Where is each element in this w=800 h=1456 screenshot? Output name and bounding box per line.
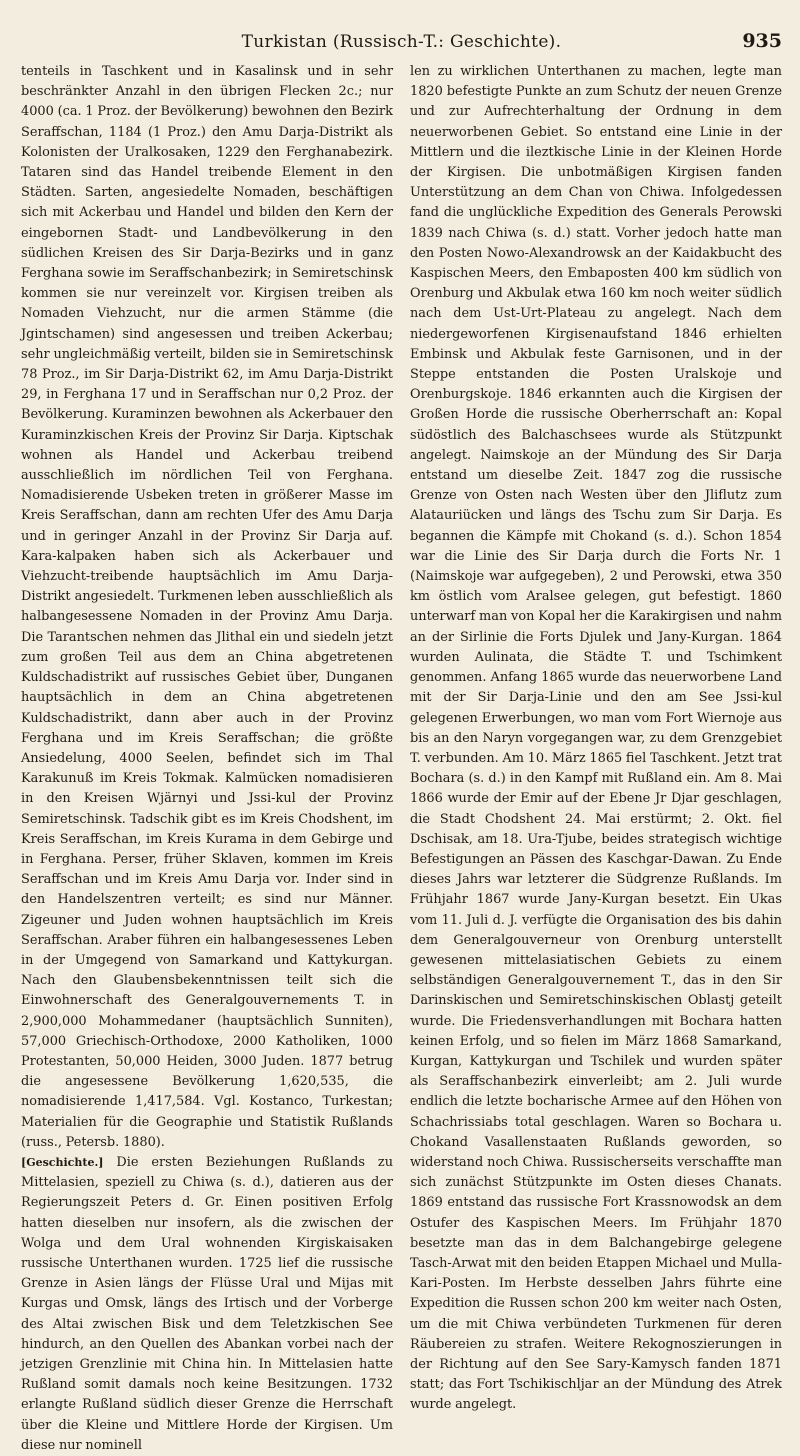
- paragraph: [21, 1153, 393, 1456]
- running-header: [21, 30, 782, 60]
- right-column: [410, 62, 782, 1456]
- two-column-body: [21, 62, 782, 1456]
- paragraph-text: Die ersten Beziehungen Rußlands zu Mittelasien, speziell zu Chiwa (s. d.), datieren aus der Regierungszeit Peters d. Gr. Einen positiven Erfolg hatten dieselben nur insofern, als die zwischen der Wolga und dem Ural wohnenden Kirgiskaisaken russische Unterthanen wurden. 1725 lief die russische Grenze in Asien längs der Flüsse Ural und Mijas mit Kurgas und Omsk, längs des Irtisch und der Vorberge des Altai zwischen Bisk und dem Teletzkischen See hindurch, an den Quellen des Abankan vorbei nach der jetzigen Grenzlinie mit China hin. In Mittelasien hatte Rußland somit damals noch keine Besitzungen. 1732 erlangte Rußland südlich dieser Grenze die Herrschaft über die Kleine und Mittlere Horde der Kirgisen. Um diese nur nominell: [21, 1154, 393, 1453]
- page-number: 935: [742, 30, 782, 52]
- paragraph: [410, 62, 782, 1416]
- paragraph: [21, 62, 393, 1153]
- section-label: [Geschichte.]: [21, 1155, 104, 1169]
- paragraph-text: len zu wirklichen Unterthanen zu machen, legte man 1820 befestigte Punkte an zum Schutz der neuen Grenze und zur Aufrechterhaltung der Ordnung in dem neuerworbenen Gebiet. So entstand eine Linie in der Mittlern und die ileztkische Linie in der Kleinen Horde der Kirgisen. Die unbotmäßigen Kirgisen fanden Unterstützung an dem Chan von Chiwa. Infolgedessen fand die unglückliche Expedition des Generals Perowski 1839 nach Chiwa (s. d.) statt. Vorher jedoch hatte man den Posten Nowo-Alexandrowsk an der Kaidakbucht des Kaspischen Meers, den Embaposten 400 km südlich von Orenburg und Akbulak etwa 160 km noch weiter südlich nach dem Ust-Urt-Plateau zu angelegt. Nach dem niedergeworfenen Kirgisenaufstand 1846 erhielten Embinsk und Akbulak feste Garnisonen, und in der Steppe entstanden die Posten Uralskoje und Orenburgskoje. 1846 erkannten auch die Kirgisen der Großen Horde die russische Oberherrschaft an: Kopal südöstlich des Balchaschsees wurde als Stützpunkt angelegt. Naimskoje an der Mündung des Sir Darja entstand um dieselbe Zeit. 1847 zog die russische Grenze von Osten nach Westen über den Jliflutz zum Alatauriücken und längs des Tschu zum Sir Darja. Es begannen die Kämpfe mit Chokand (s. d.). Schon 1854 war die Linie des Sir Darja durch die Forts Nr. 1 (Naimskoje war aufgegeben), 2 und Perowski, etwa 350 km östlich vom Aralsee gelegen, gut befestigt. 1860 unterwarf man von Kopal her die Karakirgisen und nahm an der Sirlinie die Forts Djulek und Jany-Kurgan. 1864 wurden Aulinata, die Städte T. und Tschimkent genommen. Anfang 1865 wurde das neuerworbene Land mit der Sir Darja-Linie und den am See Jssi-kul gelegenen Erwerbungen, wo man vom Fort Wiernoje aus bis an den Naryn vorgegangen war, zu dem Grenzgebiet T. verbunden. Am 10. März 1865 fiel Taschkent. Jetzt trat Bochara (s. d.) in den Kampf mit Rußland ein. Am 8. Mai 1866 wurde der Emir auf der Ebene Jr Djar geschlagen, die Stadt Chodshent 24. Mai erstürmt; 2. Okt. fiel Dschisak, am 18. Ura-Tjube, beides strategisch wichtige Befestigungen an Pässen des Kaschgar-Dawan. Zu Ende dieses Jahrs war letzterer die Südgrenze Rußlands. Im Frühjahr 1867 wurde Jany-Kurgan besetzt. Ein Ukas vom 11. Juli d. J. verfügte die Organisation des bis dahin dem Generalgouverneur von Orenburg unterstellt gewesenen mittelasiatischen Gebiets zu einem selbständigen Generalgouvernement T., das in den Sir Darinskischen und Semiretschinskischen Oblastj geteilt wurde. Die Friedensverhandlungen mit Bochara hatten keinen Erfolg, und so fielen im März 1868 Samarkand, Kurgan, Kattykurgan und Tschilek und wurden später als Seraffschanbezirk einverleibt; am 2. Juli wurde endlich die letzte bocharische Armee auf den Höhen von Schachrissiabs total geschlagen. Waren so Bochara u. Chokand Vasallenstaaten Rußlands geworden, so widerstand noch Chiwa. Russischerseits verschaffte man sich zunächst Stützpunkte im Osten dieses Chanats. 1869 entstand das russische Fort Krassnowodsk an dem Ostufer des Kaspischen Meers. Im Frühjahr 1870 besetzte man das in dem Balchangebirge gelegene Tasch-Arwat mit den beiden Etappen Michael und Mulla-Kari-Posten. Im Herbste desselben Jahrs führte eine Expedition die Russen schon 200 km weiter nach Osten, um die mit Chiwa verbündeten Turkmenen für deren Räubereien zu strafen. Weitere Rekognoszierungen in der Richtung auf den See Sary-Kamysch fanden 1871 statt; das Fort Tschikischljar an der Mündung des Atrek wurde angelegt.: [410, 64, 782, 1413]
- left-column: [21, 62, 393, 1456]
- header-title: Turkistan (Russisch-T.: Geschichte).: [241, 32, 562, 52]
- paragraph-text: tenteils in Taschkent und in Kasalinsk und in sehr beschränkter Anzahl in den übrigen Flecken 2c.; nur 4000 (ca. 1 Proz. der Bevölkerung) bewohnen den Bezirk Seraffschan, 1184 (1 Proz.) den Amu Darja-Distrikt als Kolonisten der Uralkosaken, 1229 den Ferghanabezirk. Tataren sind das Handel treibende Element in den Städten. Sarten, angesiedelte Nomaden, beschäftigen sich mit Ackerbau und Handel und bilden den Kern der eingebornen Stadt- und Landbevölkerung in den südlichen Kreisen des Sir Darja-Bezirks und in ganz Ferghana sowie im Seraffschanbezirk; in Semiretschinsk kommen sie nur vereinzelt vor. Kirgisen treiben als Nomaden Viehzucht, nur die armen Stämme (die Jgintschamen) sind angesessen und treiben Ackerbau; sehr ungleichmäßig verteilt, bilden sie in Semiretschinsk 78 Proz., im Sir Darja-Distrikt 62, im Amu Darja-Distrikt 29, in Ferghana 17 und in Seraffschan nur 0,2 Proz. der Bevölkerung. Kuraminzen bewohnen als Ackerbauer den Kuraminzkischen Kreis der Provinz Sir Darja. Kiptschak wohnen als Handel und Ackerbau treibend ausschließlich im nördlichen Teil von Ferghana. Nomadisierende Usbeken treten in größerer Masse im Kreis Seraffschan, dann am rechten Ufer des Amu Darja und in geringer Anzahl in der Provinz Sir Darja auf. Kara-kalpaken haben sich als Ackerbauer und Viehzucht-treibende hauptsächlich im Amu Darja-Distrikt angesiedelt. Turkmenen leben ausschließlich als halbangesessene Nomaden in der Provinz Amu Darja. Die Tarantschen nehmen das Jlithal ein und siedeln jetzt zum großen Teil aus dem an China abgetretenen Kuldschadistrikt auf russisches Gebiet über, Dunganen hauptsächlich in dem an China abgetretenen Kuldschadistrikt, dann aber auch in der Provinz Ferghana und im Kreis Seraffschan; die größte Ansiedelung, 4000 Seelen, befindet sich im Thal Karakunuß im Kreis Tokmak. Kalmücken nomadisieren in den Kreisen Wjärnyi und Jssi-kul der Provinz Semiretschinsk. Tadschik gibt es im Kreis Chodshent, im Kreis Seraffschan, im Kreis Kurama in dem Gebirge und in Ferghana. Perser, früher Sklaven, kommen im Kreis Seraffschan und im Kreis Amu Darja vor. Inder sind in den Handelszentren verteilt; es sind nur Männer. Zigeuner und Juden wohnen hauptsächlich im Kreis Seraffschan. Araber führen ein halbangesessenes Leben in der Umgegend von Samarkand und Kattykurgan. Nach den Glaubensbekenntnissen teilt sich die Einwohnerschaft des Generalgouvernements T. in 2,900,000 Mohammedaner (hauptsächlich Sunniten), 57,000 Griechisch-Orthodoxe, 2000 Katholiken, 1000 Protestanten, 50,000 Heiden, 3000 Juden. 1877 betrug die angesessene Bevölkerung 1,620,535, die nomadisierende 1,417,584. Vgl. Kostanco, Turkestan; Materialien für die Geographie und Statistik Rußlands (russ., Petersb. 1880).: [21, 64, 393, 1150]
